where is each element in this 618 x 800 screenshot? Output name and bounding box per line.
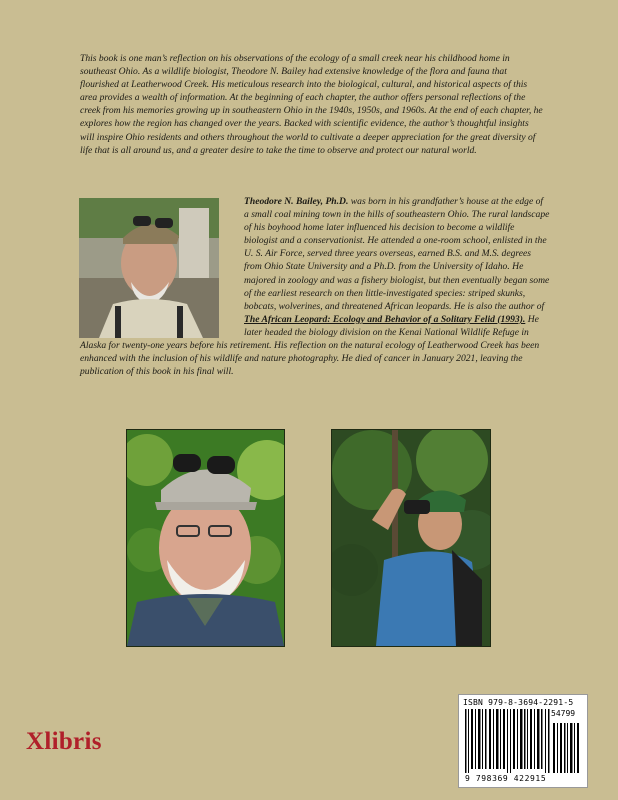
isbn-digits: 9 798369 422915	[465, 774, 547, 783]
author-bio	[80, 195, 550, 378]
publisher-logo: Xlibris	[26, 728, 102, 755]
author-name: Theodore N. Bailey, Ph.D.	[244, 196, 349, 207]
bio-text-part1: was born in his grandfather’s house at the edge of a small coal mining town in the hills of southeastern Ohio. The rural landscape of his boyhood home later influenced his decision to become a wildlife biologist and a conservationist. He attended a one-room school, enlisted in the U. S. Air Force, served three years overseas, earned B.S. and M.S. degrees from Ohio State University and a Ph.D. from the University of Idaho. He majored in zoology and was a fishery biologist, but then eventually began some of the earliest research on then little-investigated species: striped skunks, bobcats, wolverines, and threatened African leopards. He is also the author of	[244, 196, 550, 312]
author-photo-binoculars	[331, 429, 491, 647]
back-cover-blurb	[80, 52, 545, 157]
book-title: The African Leopard: Ecology and Behavior of a Solitary Felid (1993).	[244, 313, 526, 325]
author-photo-closeup	[126, 429, 285, 647]
blurb-text: This book is one man’s reflection on his observations of the ecology of a small creek near his childhood home in southeast Ohio. As a wildlife biologist, Theodore N. Bailey had extensive knowledge of the flora and fauna that flourished at Leatherwood Creek. His meticulous research into the biological, cultural, and historical aspects of this area provides a wealth of information. At the beginning of each chapter, the author offers personal reflections of the creek from his memories growing up in southeastern Ohio in the 1940s, 1950s, and 1960s. At the end of each chapter, he explores how the region has changed over the years. Backed with scientific evidence, the author’s thoughtful insights will inspire Ohio residents and others throughout the world to cultivate a deeper appreciation for the great diversity of life that is all around us, and a greater desire to take the time to observe and protect our natural world.	[80, 53, 543, 156]
bio-text-part2: He later headed the biology division on the Kenai National Wildlife Refuge in Alaska for twenty-one years before his retirement. His reflection on the natural ecology of Leatherwood Creek has been enhanced with the inclusion of his wildlife and nature photography. He died of cancer in January 2021, leaving the publication of this book in his final will.	[80, 313, 540, 378]
price-code: 54799	[551, 709, 576, 718]
isbn-barcode	[458, 694, 588, 788]
isbn-label: ISBN 979-8-3694-2291-5	[463, 698, 574, 707]
barcode-bars	[463, 709, 583, 775]
